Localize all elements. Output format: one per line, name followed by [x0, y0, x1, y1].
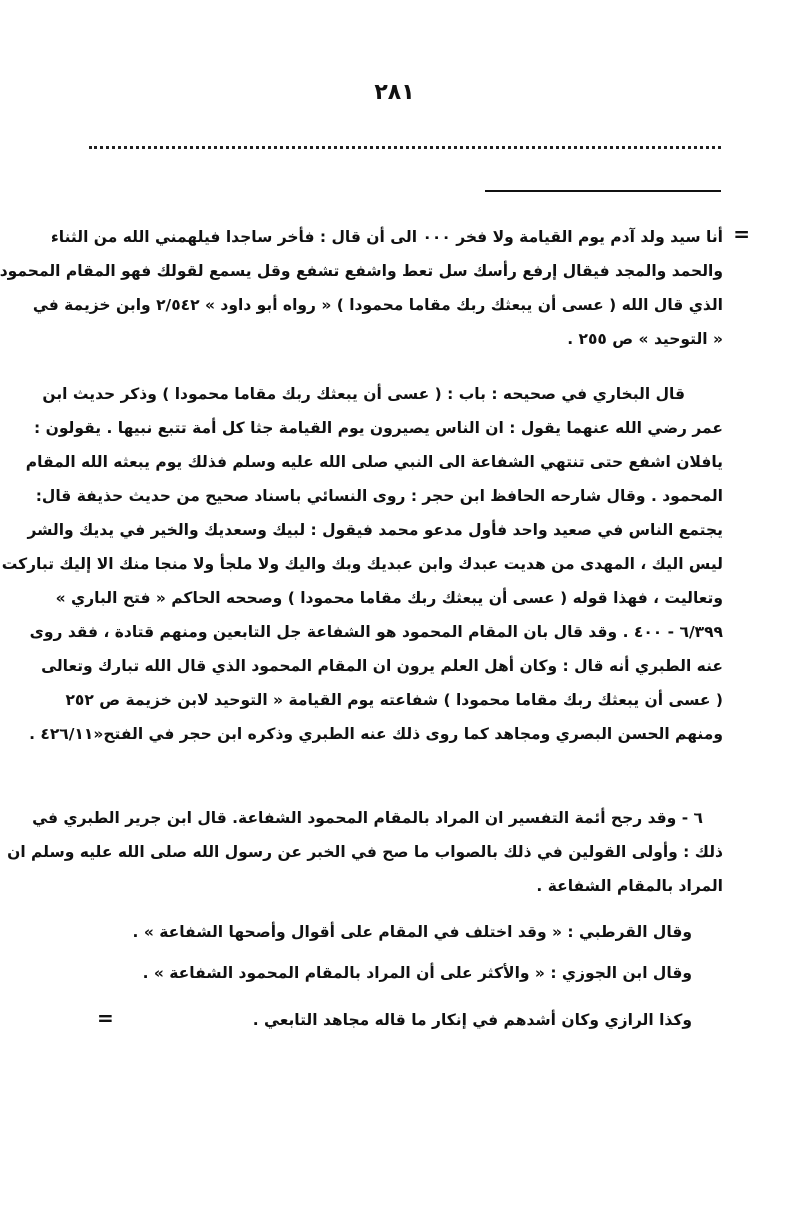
para3-line: ذلك : وأولى القولين في ذلك بالصواب ما صح في الخبر عن رسول الله صلى الله عليه وسلم ان: [7, 843, 723, 861]
page-number: ٢٨١: [374, 80, 415, 105]
para1-line: « التوحيد » ص ٢٥٥ .: [567, 330, 723, 348]
quote-line-razi: وكذا الرازي وكان أشدهم في إنكار ما قاله مجاهد التابعي .: [252, 1011, 692, 1029]
quote-line-qurtubi: وقال القرطبي : « وقد اختلف في المقام على أقوال وأصحها الشفاعة » .: [132, 923, 692, 941]
para2-line: ( عسى أن يبعثك ربك مقاما محمودا ) شفاعته يوم القيامة « التوحيد لابن خزيمة ص ٢٥٢: [65, 691, 723, 709]
para2-line: ليس اليك ، المهدى من هديت عبدك وابن عبديك وبك واليك ولا ملجأ ولا منجا منك الا إليك تباركت: [1, 555, 723, 573]
para2-line: يافلان اشفع حتى تنتهي الشفاعة الى النبي صلى الله عليه وسلم فذلك يوم يبعثه الله المقام: [25, 453, 723, 471]
para3-line: ٦ - وقد رجح أئمة التفسير ان المراد بالمقام المحمود الشفاعة. قال ابن جرير الطبري في: [32, 809, 703, 827]
quote-line-ibn-aljawzi: وقال ابن الجوزي : « والأكثر على أن المراد بالمقام المحمود الشفاعة » .: [142, 964, 692, 982]
para2-line: عنه الطبري أنه قال : وكان أهل العلم يرون ان المقام المحمود الذي قال الله تبارك وتعالى: [41, 657, 723, 675]
para2-line: عمر رضي الله عنهما يقول : ان الناس يصيرون يوم القيامة جثا كل أمة تتبع نبيها . يقولون :: [34, 419, 723, 437]
para2-line: وتعاليت ، فهذا قوله ( عسى أن يبعثك ربك مقاما محمودا ) وصححه الحاكم « فتح الباري »: [55, 589, 723, 607]
para1-line: الذي قال الله ( عسى أن يبعثك ربك مقاما محمودا ) « رواه أبو داود » ٢/٥٤٢ وابن خزيمة في: [32, 296, 723, 314]
para2-line: المحمود . وقال شارحه الحافظ ابن حجر : روى النسائي باسناد صحيح من حديث حذيفة قال:: [35, 487, 723, 505]
para1-line: أنا سيد ولد آدم يوم القيامة ولا فخر ٠٠٠ الى أن قال : فأخر ساجدا فيلهمني الله من الثناء: [50, 228, 723, 246]
para2-line: ٦/٣٩٩ - ٤٠٠ . وقد قال بان المقام المحمود هو الشفاعة جل التابعين ومنهم قتادة ، فقد روى: [29, 623, 723, 641]
para2-line: ومنهم الحسن البصري ومجاهد كما روى ذلك عنه الطبري وذكره ابن حجر في الفتح«٤٢٦/١١ .: [29, 725, 723, 743]
footnote-rule: [485, 190, 721, 192]
para2-line: قال البخاري في صحيحه : باب : ( عسى أن يبعثك ربك مقاما محمودا ) وذكر حديث ابن: [42, 385, 685, 403]
continuation-mark-top: =: [733, 222, 748, 246]
continuation-mark-bottom: =: [97, 1006, 112, 1030]
para1-line: والحمد والمجد فيقال إرفع رأسك سل تعط واشفع تشفع وقل يسمع لقولك فهو المقام المحمود: [0, 262, 723, 280]
paragraph-3: [7, 801, 723, 903]
paragraph-2: [1, 377, 723, 751]
para2-line: يجتمع الناس في صعيد واحد فأول مدعو محمد فيقول : لبيك وسعديك والخير في يديك والشر: [27, 521, 723, 539]
paragraph-1: [0, 220, 723, 356]
para3-line: المراد بالمقام الشفاعة .: [536, 877, 723, 895]
dotted-separator: [89, 146, 721, 161]
